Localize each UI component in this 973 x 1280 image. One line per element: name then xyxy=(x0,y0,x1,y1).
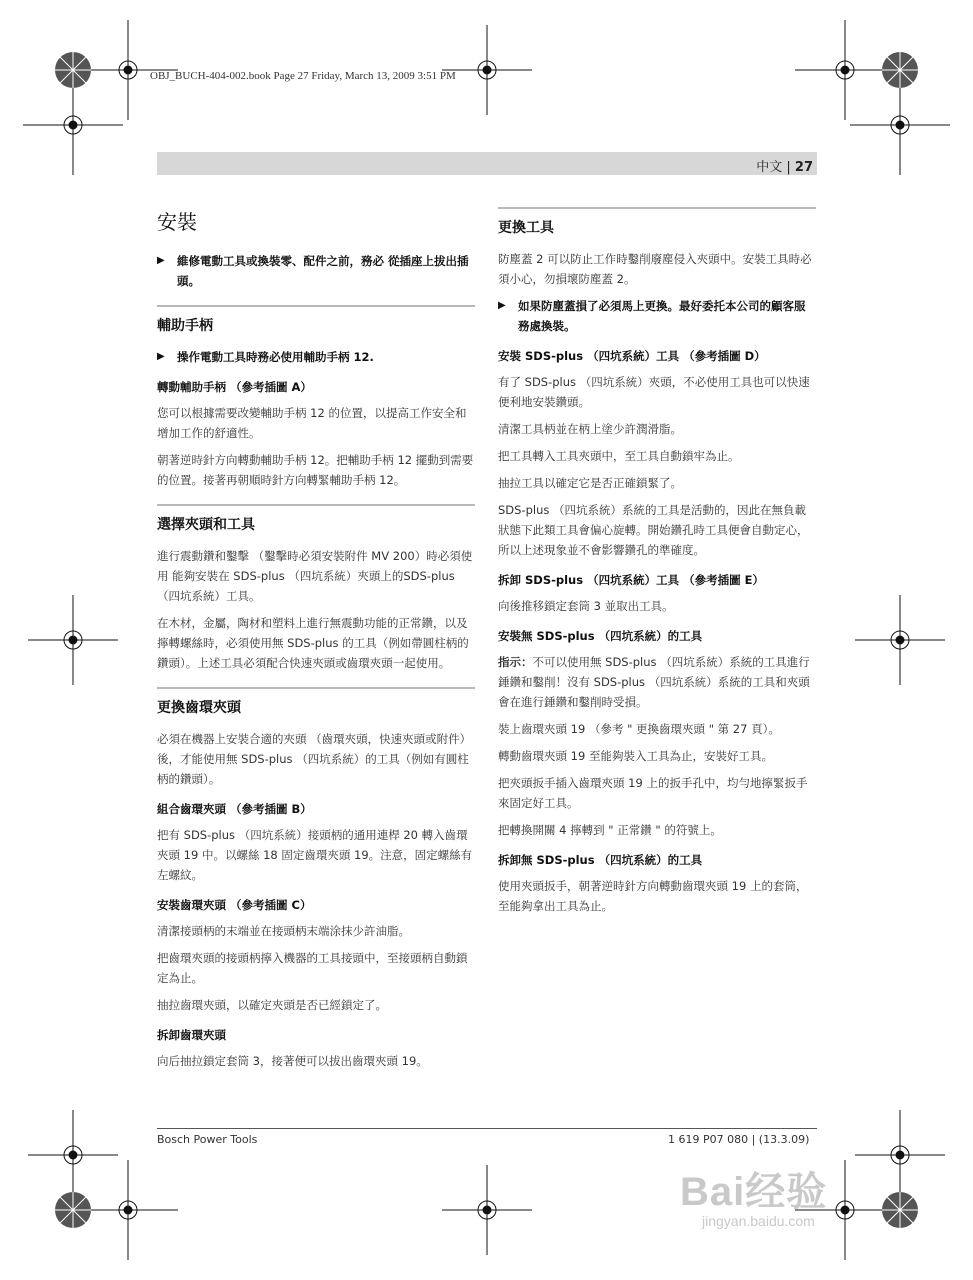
warning-text: 操作電動工具時務必使用輔助手柄 12. xyxy=(177,350,374,364)
warning-bullet-icon: ▶ xyxy=(157,351,165,362)
starburst-target-top-right xyxy=(882,52,918,88)
paragraph: 抽拉齒環夾頭，以確定夾頭是否已經鎖定了。 xyxy=(157,998,387,1012)
paragraph: 向后抽拉鎖定套筒 3，接著便可以拔出齒環夾頭 19。 xyxy=(157,1054,428,1068)
section-aux-handle xyxy=(157,305,475,490)
heading-aux-handle: 輔助手柄 xyxy=(157,318,213,334)
note-label: 指示： xyxy=(498,655,533,669)
left-column xyxy=(157,200,475,1078)
section-change-keyed-chuck xyxy=(157,687,475,1071)
paragraph: 轉動齒環夾頭 19 至能夠裝入工具為止，安裝好工具。 xyxy=(498,749,773,763)
note-text: 不可以使用無 SDS-plus （四坑系統）系統的工具進行錘鑽和鑿削！沒有 SDS-plus （四坑系統）系統的工具和夾頭會在進行錘鑽和鑿削時受損。 xyxy=(498,655,810,709)
paragraph: 向後推移鎖定套筒 3 並取出工具。 xyxy=(498,599,674,613)
footer-rule xyxy=(157,1128,817,1129)
heading-change-tool: 更換工具 xyxy=(498,220,554,236)
crosshair-mark-left-mid xyxy=(28,595,118,685)
crosshair-mark-right-bottom xyxy=(855,1110,945,1200)
warning-bullet-icon: ▶ xyxy=(498,300,506,311)
paragraph: 朝著逆時針方向轉動輔助手柄 12。把輔助手柄 12 擺動到需要的位置。接著再朝順時針方向轉緊輔助手柄 12。 xyxy=(157,453,474,487)
crosshair-mark-right-mid xyxy=(855,595,945,685)
crosshair-mark-top-right xyxy=(795,20,895,120)
warning-aux-handle xyxy=(157,347,475,367)
crosshair-mark-bottom-left xyxy=(78,1160,178,1260)
section-choose-chuck xyxy=(157,504,475,673)
starburst-target-top-left xyxy=(55,52,91,88)
paragraph: 把轉換開關 4 擰轉到 " 正常鑽 " 的符號上。 xyxy=(498,823,722,837)
right-column xyxy=(498,207,816,923)
paragraph: 有了 SDS-plus （四坑系統）夾頭，不必使用工具也可以快速便利地安裝鑽頭。 xyxy=(498,375,810,409)
paragraph: 必須在機器上安裝合適的夾頭 （齒環夾頭，快速夾頭或附件）後，才能使用無 SDS-plus （四坑系統）的工具（例如有圓柱柄的鑽頭）。 xyxy=(157,732,472,786)
paragraph: 您可以根據需要改變輔助手柄 12 的位置，以提高工作安全和增加工作的舒適性。 xyxy=(157,406,467,440)
page-header xyxy=(756,156,813,175)
paragraph: 抽拉工具以確定它是否正確鎖緊了。 xyxy=(498,476,682,490)
warning-bullet-icon: ▶ xyxy=(157,255,165,266)
heading-choose-chuck: 選擇夾頭和工具 xyxy=(157,517,255,533)
paragraph: 把有 SDS-plus （四坑系統）接頭柄的通用連桿 20 轉入齒環夾頭 19 中。以螺絲 18 固定齒環夾頭 19。注意，固定螺絲有左螺紋。 xyxy=(157,828,473,882)
starburst-target-bottom-left xyxy=(55,1192,91,1228)
note-paragraph xyxy=(498,652,816,712)
print-slug: OBJ_BUCH-404-002.book Page 27 Friday, March 13, 2009 3:51 PM xyxy=(150,70,456,82)
starburst-target-bottom-right xyxy=(882,1192,918,1228)
warning-text: 維修電動工具或換裝零、配件之前，務必 從插座上拔出插頭。 xyxy=(177,254,469,288)
page-number: 27 xyxy=(794,160,813,175)
footer-doc-number: 1 619 P07 080 | (13.3.09) xyxy=(668,1133,810,1146)
paragraph: 清潔接頭柄的末端並在接頭柄末端涂抹少許油脂。 xyxy=(157,924,410,938)
subheading-install-chuck: 安裝齒環夾頭 （參考插圖 C） xyxy=(157,898,312,912)
subheading-remove-chuck: 拆卸齒環夾頭 xyxy=(157,1028,226,1042)
header-language: 中文 xyxy=(756,160,783,175)
paragraph: 清潔工具柄並在柄上塗少許潤滑脂。 xyxy=(498,422,682,436)
warning-unplug xyxy=(157,251,475,291)
crosshair-mark-left-bottom xyxy=(28,1110,118,1200)
heading-change-keyed-chuck: 更換齒環夾頭 xyxy=(157,700,241,716)
subheading-remove-non-sds-tool: 拆卸無 SDS-plus （四坑系統）的工具 xyxy=(498,853,703,867)
warning-dust-cap xyxy=(498,296,816,336)
paragraph: 裝上齒環夾頭 19 （參考 " 更換齒環夾頭 " 第 27 頁）。 xyxy=(498,722,780,736)
paragraph: 把工具轉入工具夾頭中，至工具自動鎖牢為止。 xyxy=(498,449,740,463)
paragraph: 進行震動鑽和鑿擊 （鑿擊時必須安裝附件 MV 200）時必須使用 能夠安裝在 SDS-plus （四坑系統）夾頭上的SDS-plus （四坑系統）工具。 xyxy=(157,549,473,603)
subheading-rotate-handle: 轉動輔助手柄 （參考插圖 A） xyxy=(157,380,312,394)
watermark-brand: Bai经验 xyxy=(680,1170,828,1214)
section-title-install: 安裝 xyxy=(157,210,197,234)
paragraph: 防塵蓋 2 可以防止工作時鑿削廢塵侵入夾頭中。安裝工具時必須小心，勿損壞防塵蓋 2。 xyxy=(498,252,812,286)
header-band xyxy=(157,152,817,175)
watermark-url: jingyan.baidu.com xyxy=(702,1213,815,1229)
subheading-install-non-sds-tool: 安裝無 SDS-plus （四坑系統）的工具 xyxy=(498,629,703,643)
paragraph: 在木材，金屬，陶材和塑料上進行無震動功能的正常鑽，以及擰轉螺絲時，必須使用無 SDS-plus 的工具（例如帶圓柱柄的鑽頭）。上述工具必須配合快速夾頭或齒環夾頭一起使用。 xyxy=(157,616,469,670)
subheading-install-sds-tool: 安裝 SDS-plus （四坑系統）工具 （參考插圖 D） xyxy=(498,349,766,363)
subheading-assemble-chuck: 組合齒環夾頭 （參考插圖 B） xyxy=(157,802,312,816)
crosshair-mark-left-top xyxy=(23,75,123,175)
footer-brand: Bosch Power Tools xyxy=(157,1133,258,1146)
baidu-watermark xyxy=(680,1160,827,1229)
paragraph: SDS-plus （四坑系統）系統的工具是活動的，因此在無負載狀態下此類工具會偏心旋轉。開始鑽孔時工具便會自動定心，所以上述現象並不會影響鑽孔的準確度。 xyxy=(498,503,809,557)
paragraph: 把齒環夾頭的接頭柄擰入機器的工具接頭中，至接頭柄自動鎖定為止。 xyxy=(157,951,468,985)
section-change-tool xyxy=(498,207,816,916)
warning-text: 如果防塵蓋損了必須馬上更換。最好委托本公司的顧客服務處換裝。 xyxy=(518,299,806,333)
paragraph: 使用夾頭扳手，朝著逆時針方向轉動齒環夾頭 19 上的套筒，至能夠拿出工具為止。 xyxy=(498,879,808,913)
crosshair-mark-right-top xyxy=(850,75,950,175)
crosshair-mark-bottom-center xyxy=(442,1165,532,1255)
paragraph: 把夾頭扳手插入齒環夾頭 19 上的扳手孔中，均勻地擰緊扳手來固定好工具。 xyxy=(498,776,808,810)
header-separator: | xyxy=(786,160,791,175)
subheading-remove-sds-tool: 拆卸 SDS-plus （四坑系統）工具 （參考插圖 E） xyxy=(498,573,764,587)
